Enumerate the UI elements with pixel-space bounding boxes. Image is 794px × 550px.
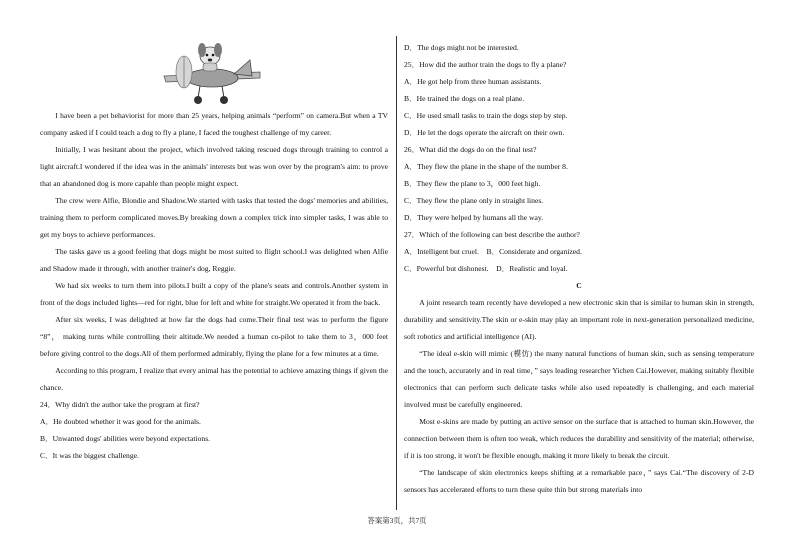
question-24-stem: 24．Why didn't the author take the program at first? <box>40 400 200 409</box>
passage-b-paragraph-1: I have been a pet behaviorist for more than 25 years, helping animals “perform” on camera.But when a TV company asked if I could teach a dog to fly a plane, I faced the toughest challenge of my career. <box>40 111 388 137</box>
question-27-stem: 27．Which of the following can best describe the author? <box>404 230 580 239</box>
question-26-stem: 26．What did the dogs do on the final test? <box>404 145 537 154</box>
passage-c-paragraph-3: Most e-skins are made by putting an active sensor on the surface that is attached to human skin.However, the connection between them is often too weak, which reduces the durability and sensitivity of the material; otherwise, if it is too strong, it won't be flexible enough, making it more likely to break the circuit. <box>404 417 754 460</box>
passage-c-paragraph-2: “The ideal e-skin will mimic (模仿) the many natural functions of human skin, such as sensing temperature and the touch, accurately and in real time，” says leading researcher Yichen Cai.However, making suitably flexible electronics that can perform such delicate tasks while also used repeatedly is challenging, and each material involved must be carefully engineered. <box>404 349 754 409</box>
left-column <box>40 107 388 464</box>
passage-c-paragraph-1: A joint research team recently have developed a new electronic skin that is similar to human skin in strength, durability and sensitivity.The skin or e-skin may play an important role in next-generation personalized medicine, soft robotics and artificial intelligence (AI). <box>404 298 754 341</box>
question-26-option-d: D．They were helped by humans all the way. <box>404 213 544 222</box>
question-24-option-b: B．Unwanted dogs' abilities were beyond expectations. <box>40 434 211 443</box>
question-25-option-c: C．He used small tasks to train the dogs step by step. <box>404 111 568 120</box>
question-25-stem: 25．How did the author train the dogs to fly a plane? <box>404 60 567 69</box>
passage-b-paragraph-5: We had six weeks to turn them into pilots.I built a copy of the plane's seats and controls.Another system in front of the dogs included lights—red for right, blue for left and white for straight.We operated it from the back. <box>40 281 388 307</box>
passage-b-paragraph-4: The tasks gave us a good feeling that dogs might be most suited to flight school.I was delighted when Alfie and Shadow made it through, with another trainer's dog, Reggie. <box>40 247 388 273</box>
question-27-options-ab: A．Intelligent but cruel. B．Considerate and organized. <box>404 247 582 256</box>
question-24-option-c: C．It was the biggest challenge. <box>40 451 139 460</box>
page-footer: 答案第3页，共7页 <box>367 516 427 525</box>
question-25-option-a: A．He got help from three human assistants. <box>404 77 542 86</box>
passage-b-paragraph-3: The crew were Alfie, Blondie and Shadow.We started with tasks that tested the dogs' memories and abilities, training them to perform complicated moves.By breaking down a complex trick into simpler tasks, I was able to get my boys to achieve performances. <box>40 196 388 239</box>
right-column <box>404 39 754 498</box>
passage-b-paragraph-6: After six weeks, I was delighted at how far the dogs had come.Their final test was to perform the figure “8”， making turns while controlling their altitude.We needed a human co-pilot to take them to 3，000 feet before giving control to the dogs.All of them performed admirably, flying the plane for a few minutes at a time. <box>40 315 388 358</box>
question-27-options-cd: C．Powerful but dishonest. D．Realistic and loyal. <box>404 264 568 273</box>
question-25-option-b: B．He trained the dogs on a real plane. <box>404 94 525 103</box>
question-25-option-d: D．He let the dogs operate the aircraft on their own. <box>404 128 565 137</box>
passage-c-paragraph-4: “The landscape of skin electronics keeps shifting at a remarkable pace，” says Cai.“The discovery of 2-D sensors has accelerated efforts to turn these quite thin but strong materials into <box>404 468 754 494</box>
passage-b-paragraph-7: According to this program, I realize that every animal has the potential to achieve amazing things if given the chance. <box>40 366 388 392</box>
question-26-option-c: C．They flew the plane only in straight lines. <box>404 196 544 205</box>
question-26-option-b: B．They flew the plane to 3，000 feet high. <box>404 179 541 188</box>
question-24-option-a: A．He doubted whether it was good for the animals. <box>40 417 201 426</box>
section-c-heading: C <box>576 281 582 290</box>
question-24-option-d: D．The dogs might not be interested. <box>404 43 519 52</box>
column-divider <box>396 36 397 510</box>
passage-b-paragraph-2: Initially, I was hesitant about the project, which involved taking rescued dogs through training to control a light aircraft.I wondered if the idea was in the animals' interests but was won over by the program's aim: to prove that an abandoned dog is more capable than people might expect. <box>40 145 388 188</box>
dog-airplane-illustration <box>160 38 264 106</box>
question-26-option-a: A．They flew the plane in the shape of the number 8. <box>404 162 568 171</box>
